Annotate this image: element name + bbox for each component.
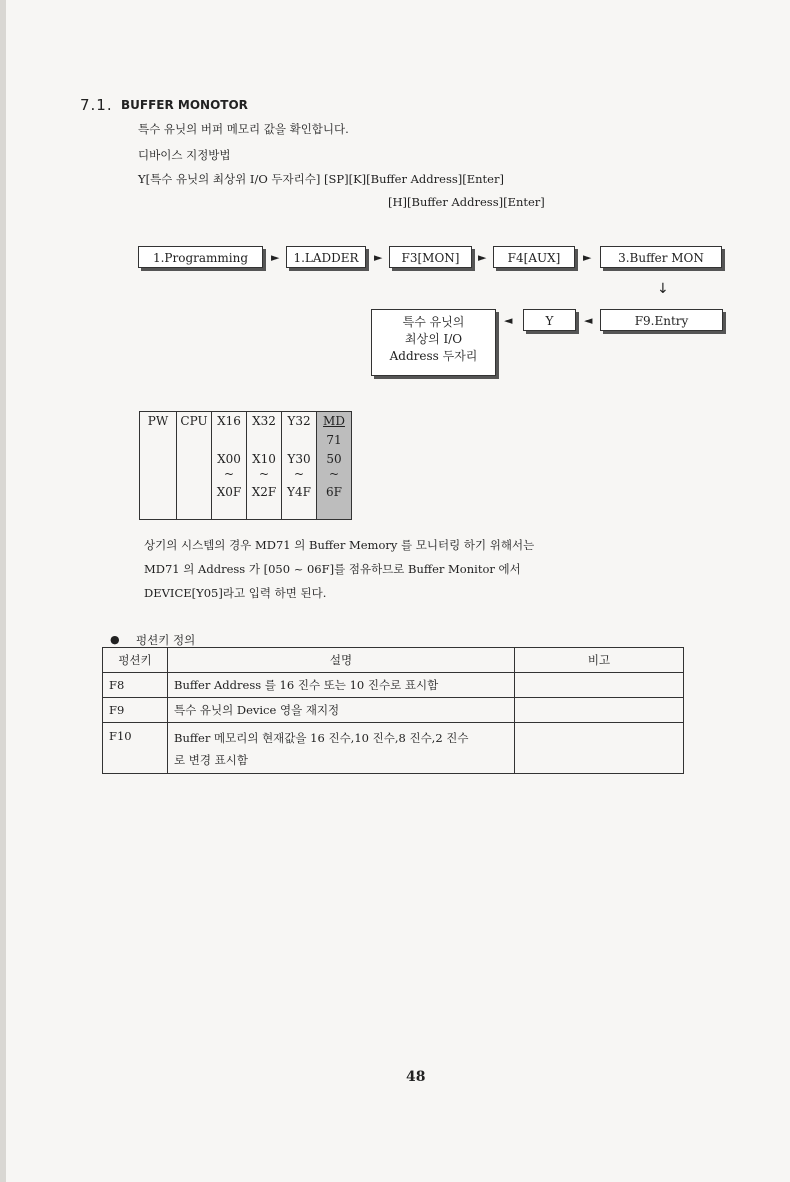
flow-arrow-1: ► bbox=[271, 251, 280, 264]
flow-arrow-3: ► bbox=[478, 251, 487, 264]
fkey-name: F8 bbox=[103, 673, 168, 698]
fkey-desc bbox=[168, 723, 515, 774]
flow-box-line: 특수 유닛의 bbox=[402, 315, 465, 329]
header-note: 비고 bbox=[515, 648, 684, 673]
intro-line-2: 디바이스 지정방법 bbox=[138, 148, 231, 162]
header-desc: 설명 bbox=[168, 648, 515, 673]
explanation-line-3: DEVICE[Y05]라고 입력 하면 된다. bbox=[144, 586, 327, 600]
slot-line bbox=[247, 431, 281, 450]
flow-arrow-5: ◄ bbox=[584, 314, 593, 327]
page-edge bbox=[0, 0, 6, 1182]
fkey-desc-line: 로 변경 표시함 bbox=[174, 753, 248, 767]
slot-line: ~ bbox=[223, 467, 235, 481]
section-title: BUFFER MONOTOR bbox=[121, 98, 248, 112]
flow-box-line: 최상의 I/O bbox=[404, 332, 463, 346]
slot-line: Y4F bbox=[287, 485, 311, 499]
slot-line: Y32 bbox=[287, 414, 311, 428]
fkey-desc: 특수 유닛의 Device 영을 재지정 bbox=[168, 698, 515, 723]
fkey-section-title: 펑션키 정의 bbox=[136, 633, 196, 647]
io-slot-table bbox=[139, 411, 352, 520]
slot-line: X16 bbox=[217, 414, 241, 428]
slot-line: 6F bbox=[326, 485, 342, 499]
flow-box-entry: F9.Entry bbox=[600, 309, 723, 331]
slot-line: MD bbox=[323, 414, 345, 428]
slot-cpu bbox=[177, 412, 212, 520]
slot-y32 bbox=[282, 412, 317, 520]
flow-arrow-2: ► bbox=[374, 251, 383, 264]
slot-line: ~ bbox=[258, 467, 270, 481]
slot-line: X0F bbox=[216, 485, 242, 499]
table-row bbox=[103, 698, 684, 723]
flow-box-mon: F3[MON] bbox=[389, 246, 472, 268]
intro-line-3: Y[특수 유닛의 최상위 I/O 두자리수] [SP][K][Buffer Address][Enter] bbox=[138, 172, 504, 186]
fkey-note bbox=[515, 698, 684, 723]
flow-box-aux: F4[AUX] bbox=[493, 246, 575, 268]
fkey-desc-line: Buffer 메모리의 현재값을 16 진수,10 진수,8 진수,2 진수 bbox=[174, 731, 469, 745]
flow-box-special-unit-address bbox=[371, 309, 496, 376]
flow-arrow-down: ↓ bbox=[657, 281, 669, 297]
slot-line: X10 bbox=[252, 452, 276, 466]
slot-line: Y30 bbox=[287, 452, 311, 466]
flow-box-buffer-mon: 3.Buffer MON bbox=[600, 246, 722, 268]
fkey-note bbox=[515, 723, 684, 774]
slot-line: PW bbox=[147, 414, 169, 428]
slot-x32 bbox=[247, 412, 282, 520]
explanation-line-1: 상기의 시스템의 경우 MD71 의 Buffer Memory 를 모니터링 하기 위해서는 bbox=[144, 538, 535, 552]
slot-line bbox=[212, 431, 246, 450]
slot-pw bbox=[140, 412, 177, 520]
slot-line: CPU bbox=[180, 414, 208, 428]
table-row bbox=[103, 673, 684, 698]
flow-arrow-4: ► bbox=[583, 251, 592, 264]
table-header-row bbox=[103, 648, 684, 673]
slot-line: ~ bbox=[328, 467, 340, 481]
slot-line: ~ bbox=[293, 467, 305, 481]
flow-box-y: Y bbox=[523, 309, 576, 331]
slot-x16 bbox=[212, 412, 247, 520]
page-number: 48 bbox=[406, 1069, 426, 1085]
slot-line: X2F bbox=[251, 485, 277, 499]
fkey-name: F9 bbox=[103, 698, 168, 723]
intro-line-4: [H][Buffer Address][Enter] bbox=[388, 195, 545, 209]
slot-line: 50 bbox=[326, 452, 342, 466]
intro-line-1: 특수 유닛의 버퍼 메모리 값을 확인합니다. bbox=[138, 122, 349, 136]
section-number: 7.1. bbox=[80, 96, 113, 114]
fkey-desc: Buffer Address 를 16 진수 또는 10 진수로 표시함 bbox=[168, 673, 515, 698]
flow-box-ladder: 1.LADDER bbox=[286, 246, 366, 268]
slot-md71 bbox=[317, 412, 352, 520]
fkey-note bbox=[515, 673, 684, 698]
explanation-line-2: MD71 의 Address 가 [050 ~ 06F]를 점유하므로 Buffer Monitor 에서 bbox=[144, 562, 521, 576]
header-key: 펑션키 bbox=[103, 648, 168, 673]
flow-box-line: Address 두자리 bbox=[389, 349, 478, 363]
slot-line: 71 bbox=[326, 433, 342, 447]
function-key-table bbox=[102, 647, 684, 774]
flow-arrow-6: ◄ bbox=[504, 314, 513, 327]
slot-line: X32 bbox=[252, 414, 276, 428]
fkey-name: F10 bbox=[103, 723, 168, 774]
bullet-icon: ● bbox=[110, 633, 120, 646]
table-row bbox=[103, 723, 684, 774]
slot-line: X00 bbox=[217, 452, 241, 466]
slot-line bbox=[282, 431, 316, 450]
flow-box-programming: 1.Programming bbox=[138, 246, 263, 268]
